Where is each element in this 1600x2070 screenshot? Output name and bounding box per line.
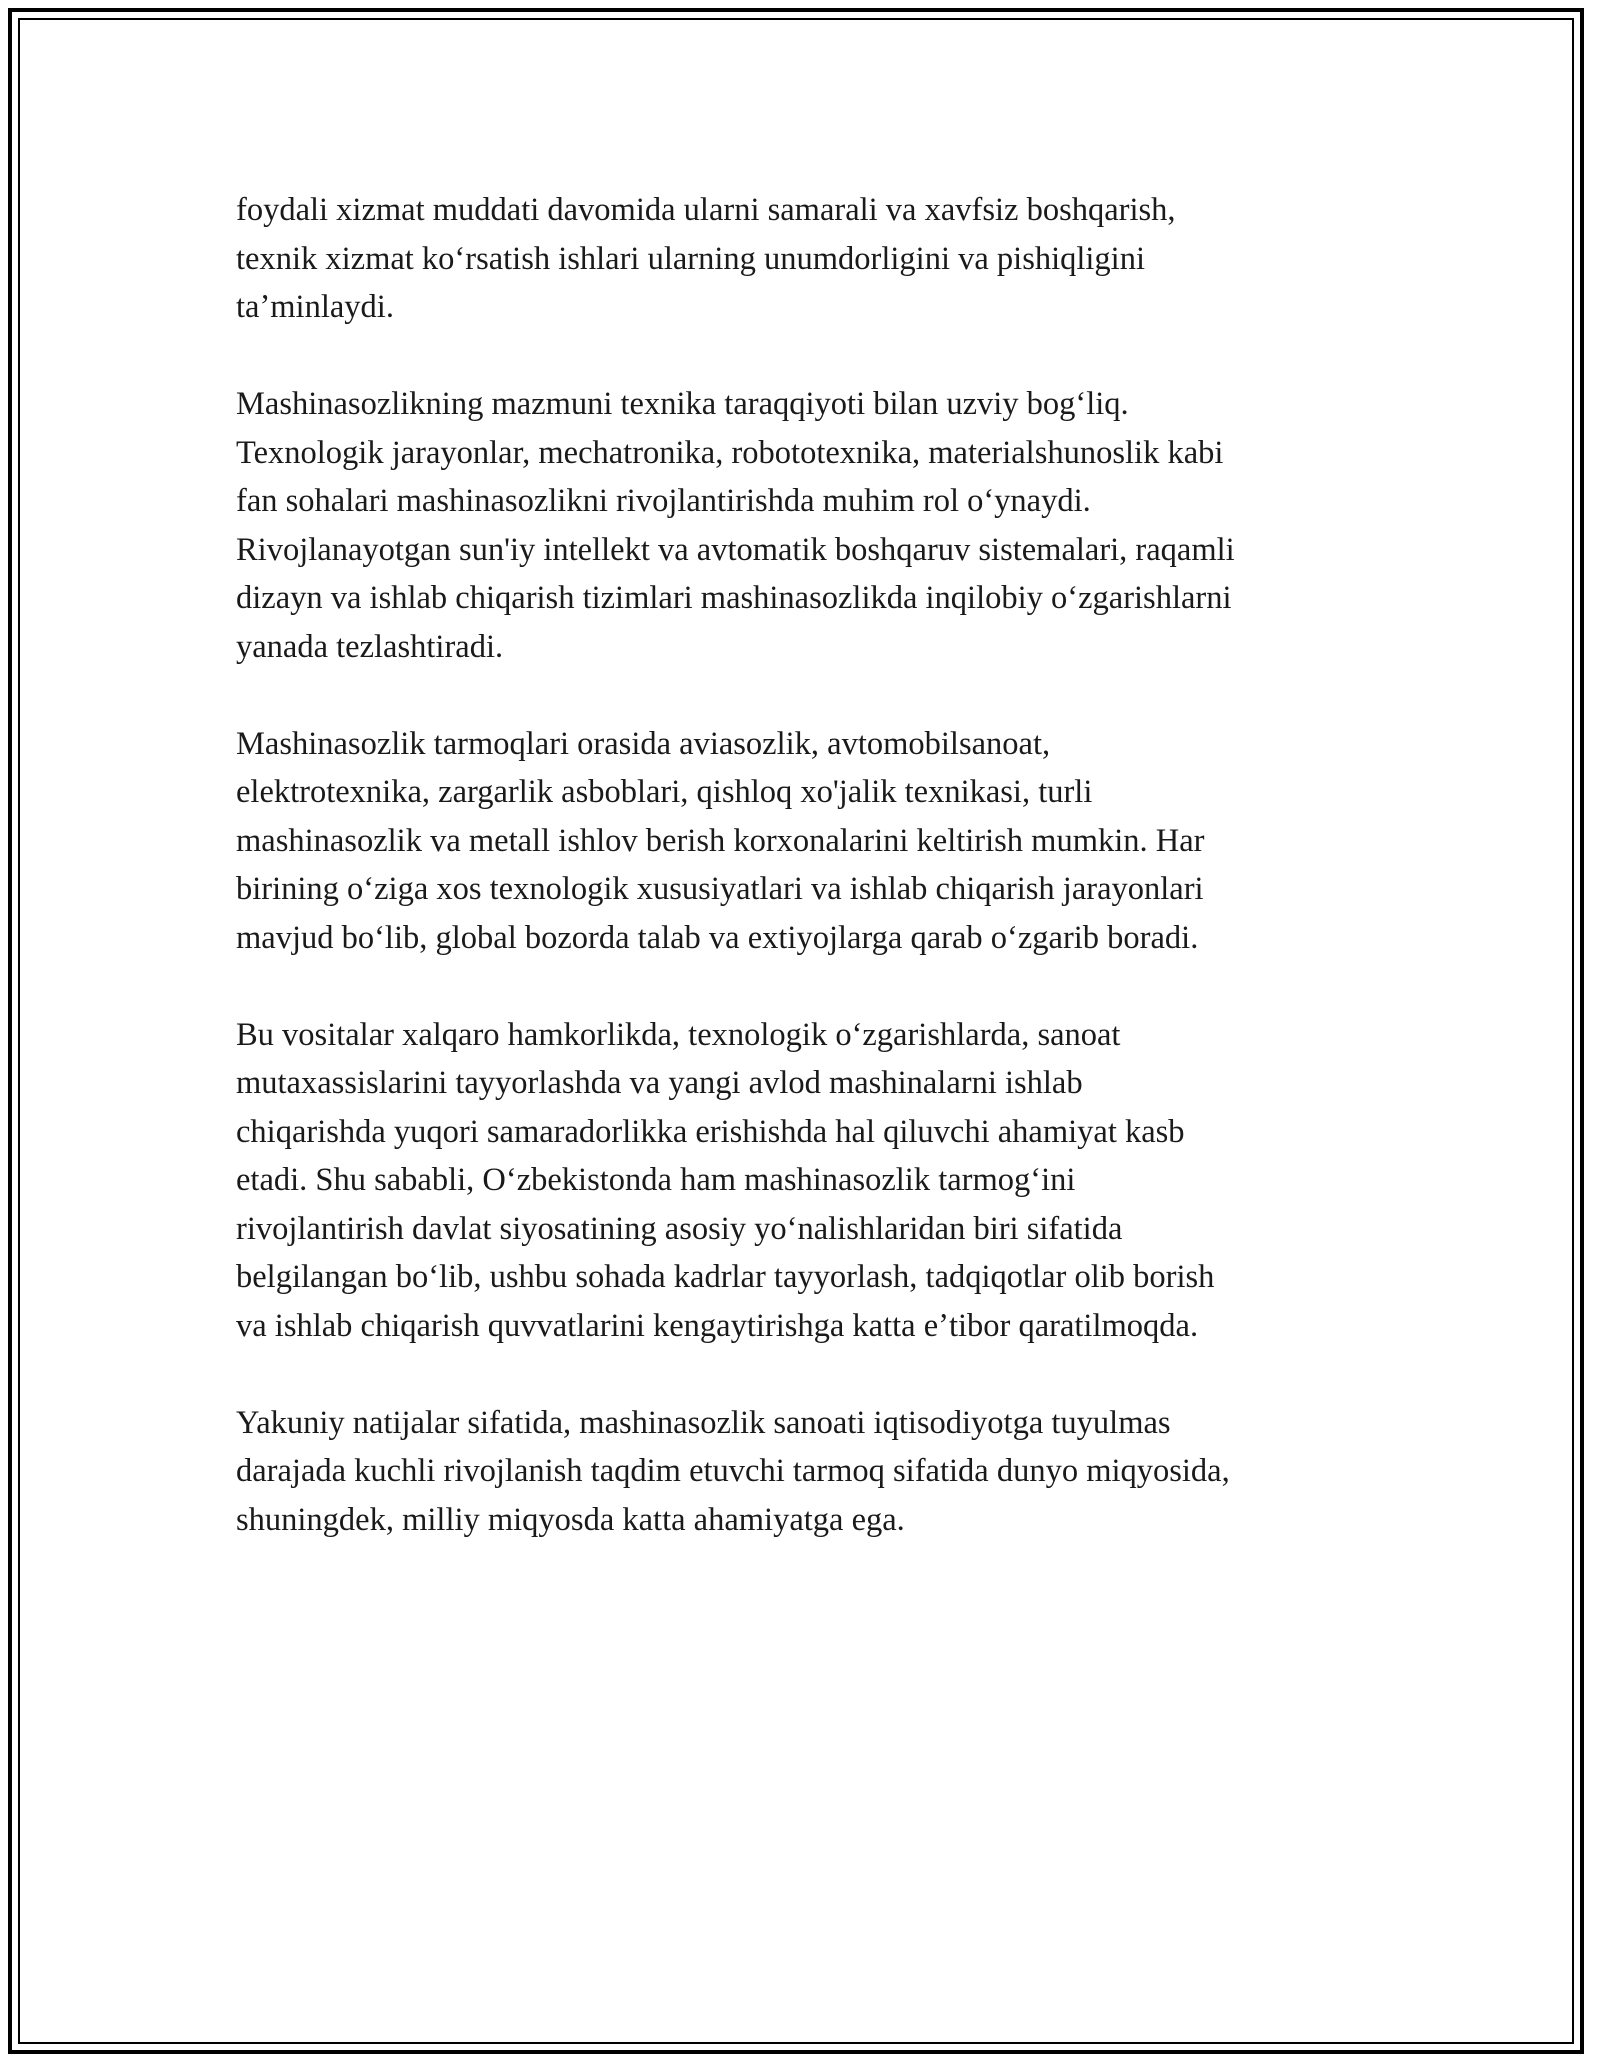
text-line: mashinasozlik va metall ishlov berish korxonalarini keltirish mumkin. Har [236,822,1205,859]
text-line: fan sohalari mashinasozlikni rivojlantirishda muhim rol oʻynaydi. [236,483,1091,519]
text-line: Mashinasozlikning mazmuni texnika taraqqiyoti bilan uzviy bogʻliq. [236,386,1129,422]
paragraph-1 [236,186,1376,332]
text-line: birining oʻziga xos texnologik xususiyatlari va ishlab chiqarish jarayonlari [236,871,1204,907]
text-line: rivojlantirish davlat siyosatining asosiy yoʻnalishlaridan biri sifatida [236,1210,1123,1247]
text-line: taʼminlaydi. [236,289,394,325]
text-line: va ishlab chiqarish quvvatlarini kengaytirishga katta eʼtibor qaratilmoqda. [236,1307,1199,1344]
text-line: texnik xizmat koʻrsatish ishlari ularning unumdorligini va pishiqligini [236,240,1145,277]
text-line: Yakuniy natijalar sifatida, mashinasozlik sanoati iqtisodiyotga tuyulmas [236,1404,1171,1441]
text-line: foydali xizmat muddati davomida ularni samarali va xavfsiz boshqarish, [236,192,1176,228]
text-line: dizayn va ishlab chiqarish tizimlari mashinasozlikda inqilobiy oʻzgarishlarni [236,580,1232,616]
text-line: Rivojlanayotgan sun'iy intellekt va avtomatik boshqaruv sistemalari, raqamli [236,531,1235,568]
text-line: belgilangan boʻlib, ushbu sohada kadrlar tayyorlash, tadqiqotlar olib borish [236,1259,1215,1295]
text-line: Texnologik jarayonlar, mechatronika, robototexnika, materialshunoslik kabi [236,434,1224,471]
text-line: Mashinasozlik tarmoqlari orasida aviasozlik, avtomobilsanoat, [236,725,1051,762]
text-line: elektrotexnika, zargarlik asboblari, qishloq xo'jalik texnikasi, turli [236,774,1093,810]
paragraph-5 [236,1399,1376,1545]
paragraph-2 [236,380,1376,671]
text-line: mutaxassislarini tayyorlashda va yangi avlod mashinalarni ishlab [236,1065,1083,1101]
text-line: Bu vositalar xalqaro hamkorlikda, texnologik oʻzgarishlarda, sanoat [236,1016,1121,1053]
paragraph-3 [236,720,1376,963]
text-line: chiqarishda yuqori samaradorlikka erishishda hal qiluvchi ahamiyat kasb [236,1113,1185,1150]
document-body [236,186,1376,1593]
text-line: darajada kuchli rivojlanish taqdim etuvchi tarmoq sifatida dunyo miqyosida, [236,1453,1230,1489]
text-line: shuningdek, milliy miqyosda katta ahamiyatga ega. [236,1501,905,1538]
paragraph-4 [236,1011,1376,1351]
text-line: etadi. Shu sababli, Oʻzbekistonda ham mashinasozlik tarmogʻini [236,1162,1076,1198]
text-line: yanada tezlashtiradi. [236,628,504,665]
text-line: mavjud boʻlib, global bozorda talab va extiyojlarga qarab oʻzgarib boradi. [236,919,1199,956]
